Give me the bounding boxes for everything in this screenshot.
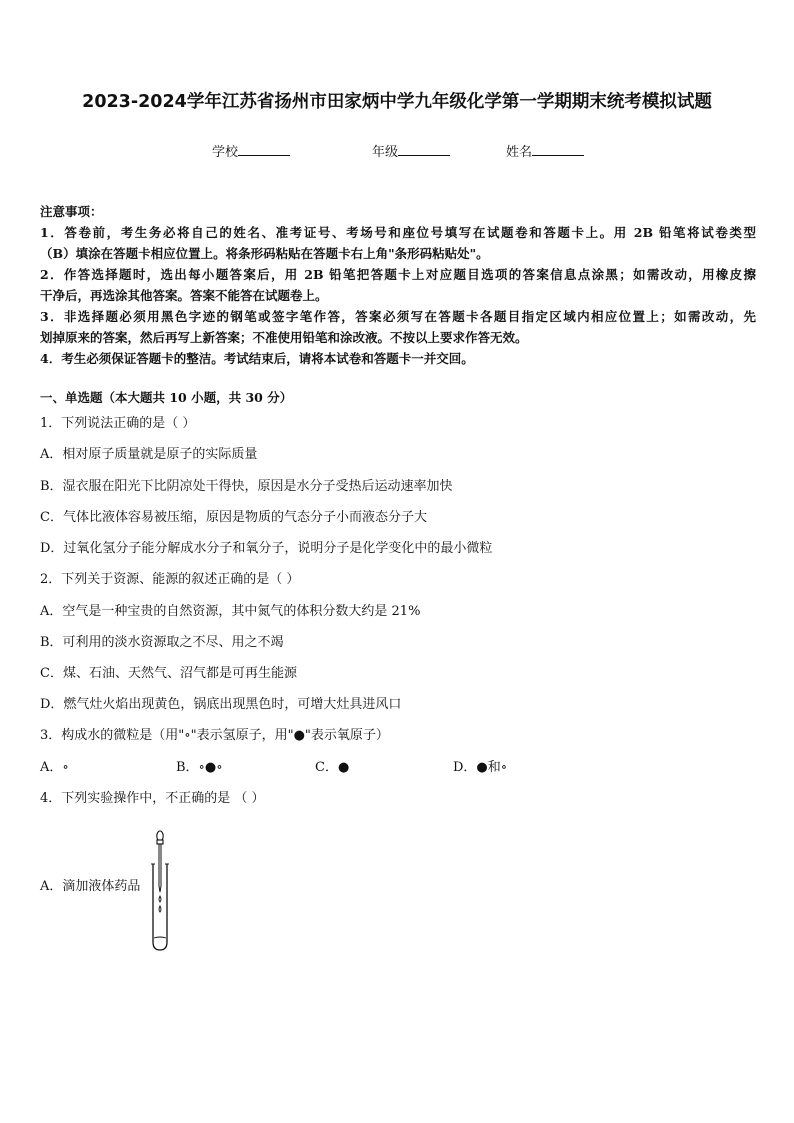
question-option: C．煤、石油、天然气、沼气都是可再生能源 bbox=[40, 666, 297, 681]
school-blank bbox=[238, 142, 290, 156]
question-option: D．燃气灶火焰出现黄色，锅底出现黑色时，可增大灶具进风口 bbox=[40, 697, 402, 712]
notice-line: 2．作答选择题时，选出每小题答案后，用 2B 铅笔把答题卡上对应题目选项的答案信息点涂黑；如需改动，用橡皮擦 bbox=[40, 267, 756, 282]
question-option: C．气体比液体容易被压缩，原因是物质的气态分子小而液态分子大 bbox=[40, 510, 427, 525]
section-heading: 一、单选题（本大题共 10 小题，共 30 分） bbox=[40, 390, 293, 405]
page-title: 2023-2024学年江苏省扬州市田家炳中学九年级化学第一学期期末统考模拟试题 bbox=[82, 92, 712, 112]
question-option: A．∘ bbox=[40, 760, 69, 775]
question-option: B．可利用的淡水资源取之不尽、用之不竭 bbox=[40, 635, 284, 650]
name-label: 姓名 bbox=[506, 145, 533, 160]
question-stem: 4．下列实验操作中，不正确的是 （ ） bbox=[40, 791, 265, 806]
notice-line: 干净后，再选涂其他答案。答案不能答在试题卷上。 bbox=[40, 288, 328, 303]
grade-blank bbox=[398, 142, 450, 156]
dropper-test-tube-diagram bbox=[146, 826, 176, 952]
question-option: A．空气是一种宝贵的自然资源，其中氮气的体积分数大约是 21% bbox=[40, 604, 421, 619]
name-blank bbox=[532, 142, 584, 156]
question-option: B．湿衣服在阳光下比阴凉处干得快，原因是水分子受热后运动速率加快 bbox=[40, 479, 453, 494]
grade-field bbox=[372, 141, 450, 160]
notice-line: （B）填涂在答题卡相应位置上。将条形码粘贴在答题卡右上角"条形码粘贴处"。 bbox=[40, 246, 489, 261]
question-option: A．滴加液体药品 bbox=[40, 879, 141, 894]
notice-line: 3．非选择题必须用黑色字迹的钢笔或签字笔作答，答案必须写在答题卡各题目指定区域内相应位置上；如需改动，先 bbox=[40, 309, 756, 324]
school-field bbox=[212, 141, 290, 160]
question-option: D．●和∘ bbox=[453, 760, 508, 775]
question-option: D．过氧化氢分子能分解成水分子和氧分子，说明分子是化学变化中的最小微粒 bbox=[40, 541, 493, 556]
grade-label: 年级 bbox=[372, 145, 399, 160]
notice-line: 划掉原来的答案，然后再写上新答案；不准使用铅笔和涂改液。不按以上要求作答无效。 bbox=[40, 330, 528, 345]
question-option: C．● bbox=[315, 760, 350, 775]
name-field bbox=[506, 141, 584, 160]
question-stem: 1．下列说法正确的是（ ） bbox=[40, 416, 196, 431]
question-option: A．相对原子质量就是原子的实际质量 bbox=[40, 447, 258, 462]
notice-heading: 注意事项： bbox=[40, 204, 103, 219]
question-stem: 2．下列关于资源、能源的叙述正确的是（ ） bbox=[40, 572, 300, 587]
question-option: B．∘●∘ bbox=[176, 760, 223, 775]
question-stem: 3．构成水的微粒是（用"∘"表示氢原子，用"●"表示氧原子） bbox=[40, 728, 389, 743]
notice-line: 1．答卷前，考生务必将自己的姓名、准考证号、考场号和座位号填写在试题卷和答题卡上。用 2B 铅笔将试卷类型 bbox=[40, 225, 756, 240]
notice-line: 4．考生必须保证答题卡的整洁。考试结束后，请将本试卷和答题卡一并交回。 bbox=[40, 351, 474, 366]
school-label: 学校 bbox=[212, 145, 239, 160]
